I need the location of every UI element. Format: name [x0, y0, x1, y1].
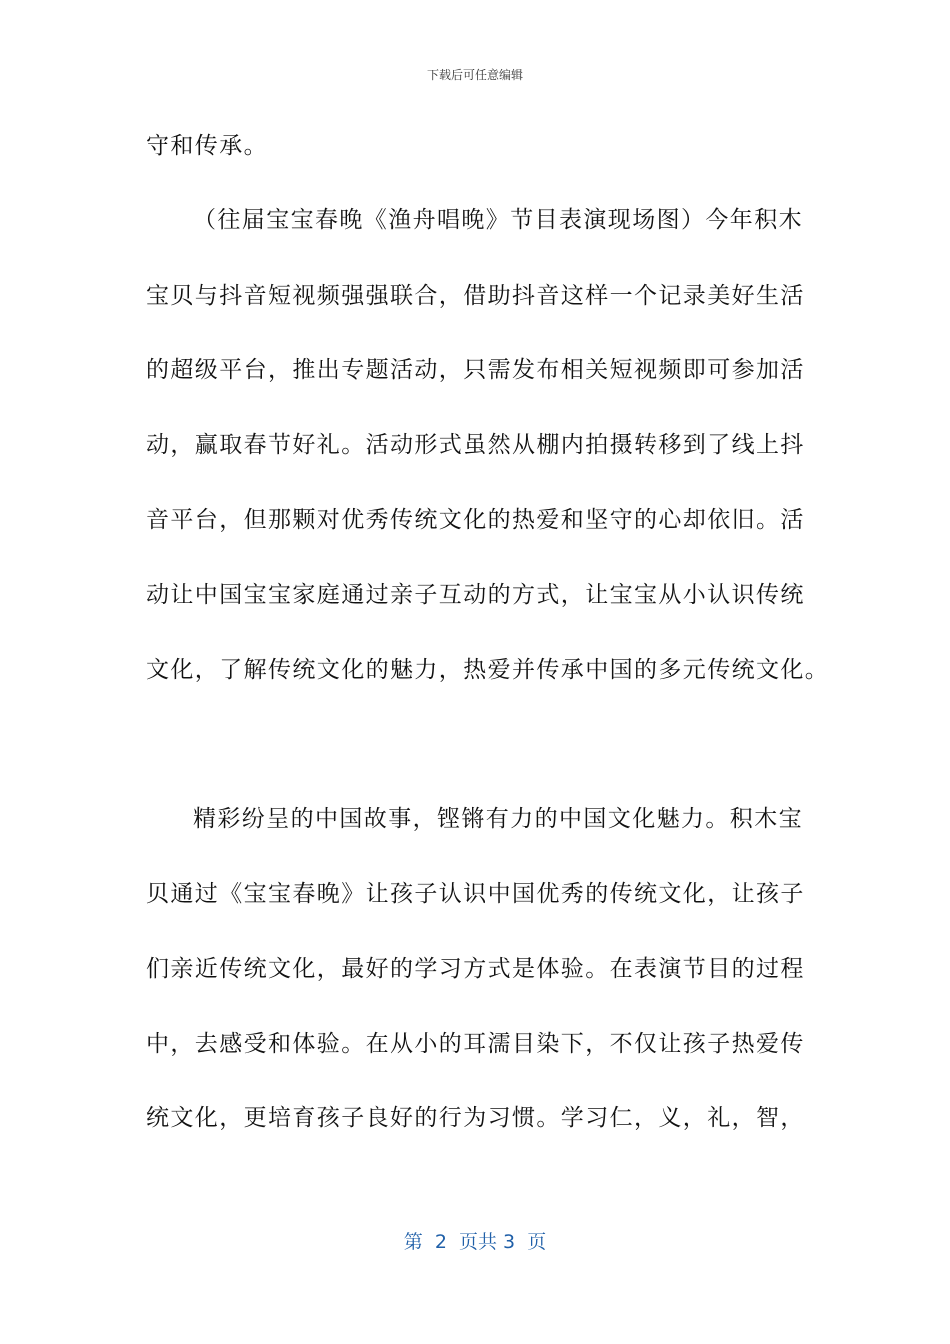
body-line: 宝贝与抖音短视频强强联合，借助抖音这样一个记录美好生活	[146, 283, 805, 309]
body-line: 中，去感受和体验。在从小的耳濡目染下，不仅让孩子热爱传	[146, 1031, 805, 1057]
body-line: 文化，了解传统文化的魅力，热爱并传承中国的多元传统文化。	[146, 657, 830, 683]
body-line: 守和传承。	[146, 133, 268, 159]
page-number: 第 2 页共 3 页	[403, 1231, 547, 1253]
header-note: 下载后可任意编辑	[426, 68, 523, 82]
body-line: 贝通过《宝宝春晚》让孩子认识中国优秀的传统文化，让孩子	[146, 881, 805, 907]
body-line: （往届宝宝春晚《渔舟唱晚》节目表演现场图）今年积木	[193, 207, 803, 233]
body-line: 动让中国宝宝家庭通过亲子互动的方式，让宝宝从小认识传统	[146, 582, 805, 608]
body-line: 的超级平台，推出专题活动，只需发布相关短视频即可参加活	[146, 357, 805, 383]
body-line: 统文化，更培育孩子良好的行为习惯。学习仁，义，礼，智，	[146, 1105, 805, 1131]
body-line: 动，赢取春节好礼。活动形式虽然从棚内拍摄转移到了线上抖	[146, 432, 805, 458]
body-line: 音平台，但那颗对优秀传统文化的热爱和坚守的心却依旧。活	[146, 507, 805, 533]
body-line: 们亲近传统文化，最好的学习方式是体验。在表演节目的过程	[146, 956, 805, 982]
body-line: 精彩纷呈的中国故事，铿锵有力的中国文化魅力。积木宝	[193, 806, 803, 832]
